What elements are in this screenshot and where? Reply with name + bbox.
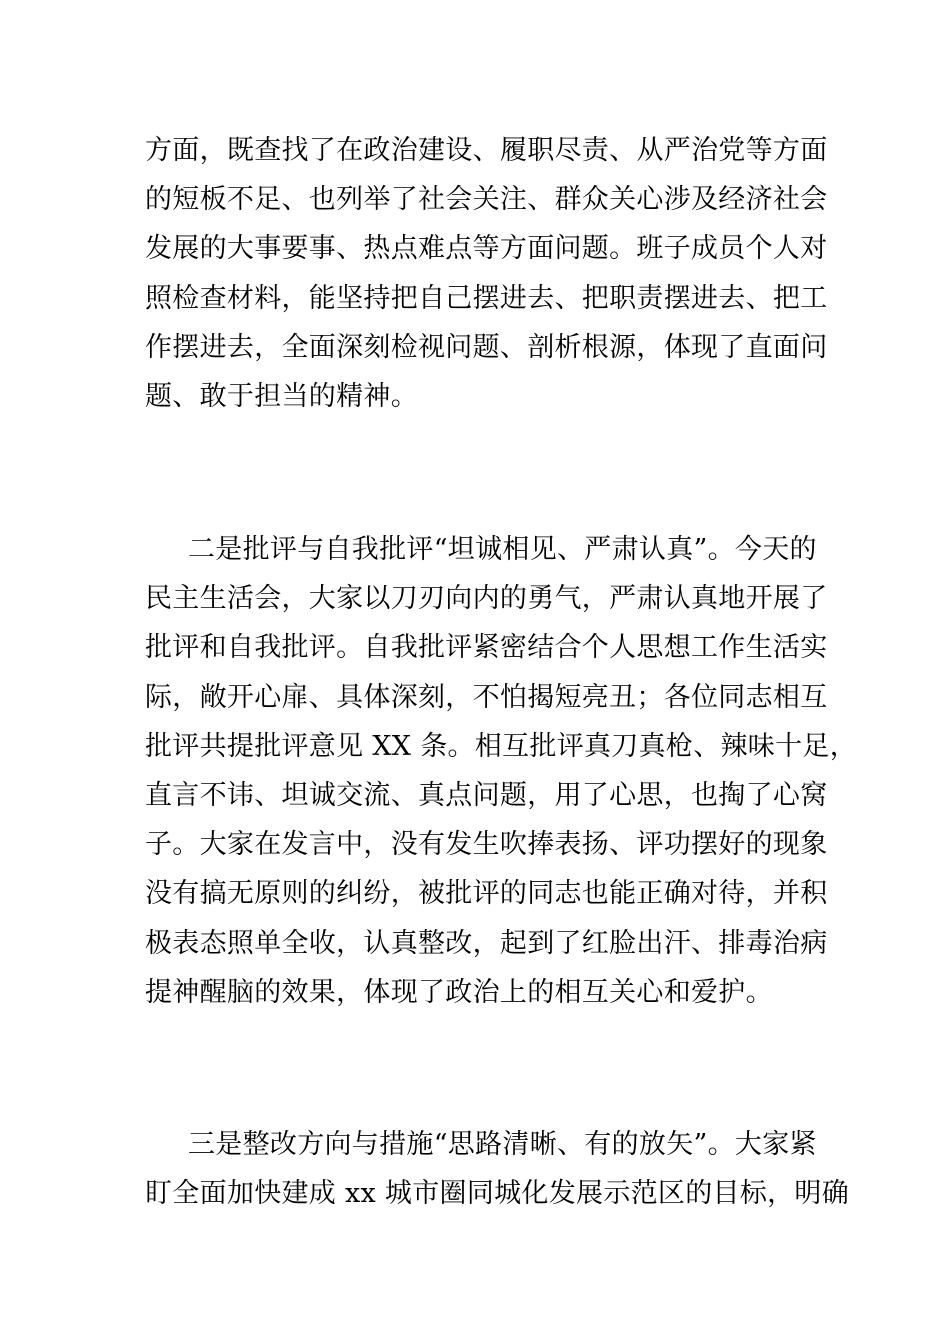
text-line: 发展的大事要事、热点难点等方面问题。班子成员个人对 [145,233,828,265]
text-line: 题、敢于担当的精神。 [145,381,418,413]
text-line: 提神醒脑的效果，体现了政治上的相互关心和爱护。 [145,976,773,1008]
text-line: 民主生活会，大家以刀刃向内的勇气，严肃认真地开展了 [145,583,828,615]
text-line-first: 二是批评与自我批评“坦诚相见、严肃认真”。今天的 [188,534,817,565]
text-line: 方面，既查找了在政治建设、履职尽责、从严治党等方面 [145,135,828,166]
text-line: 子。大家在发言中，没有发生吹捧表扬、评功摆好的现象 [145,829,828,861]
paragraph-1 [145,126,828,421]
text-line: 直言不讳、坦诚交流、真点问题，用了心思，也掏了心窝 [145,780,828,812]
text-line: 批评共提批评意见 XX 条。相互批评真刀真枪、辣味十足， [145,730,858,762]
text-line: 盯全面加快建成 xx 城市圈同城化发展示范区的目标，明确 [145,1178,850,1210]
text-line: 极表态照单全收，认真整改，起到了红脸出汗、排毒治病 [145,927,828,959]
text-line: 批评和自我批评。自我批评紧密结合个人思想工作生活实 [145,632,828,664]
paragraph-3 [145,1120,850,1218]
paragraph-2 [145,525,858,1017]
text-line-first: 三是整改方向与措施“思路清晰、有的放矢”。大家紧 [188,1129,817,1160]
text-line: 照检查材料，能坚持把自己摆进去、把职责摆进去、把工 [145,282,828,314]
text-line: 际，敞开心扉、具体深刻，不怕揭短亮丑；各位同志相互 [145,681,828,713]
text-line: 的短板不足、也列举了社会关注、群众关心涉及经济社会 [145,184,828,216]
text-line: 没有搞无原则的纠纷，被批评的同志也能正确对待，并积 [145,878,828,910]
text-line: 作摆进去，全面深刻检视问题、剖析根源，体现了直面问 [145,331,828,363]
